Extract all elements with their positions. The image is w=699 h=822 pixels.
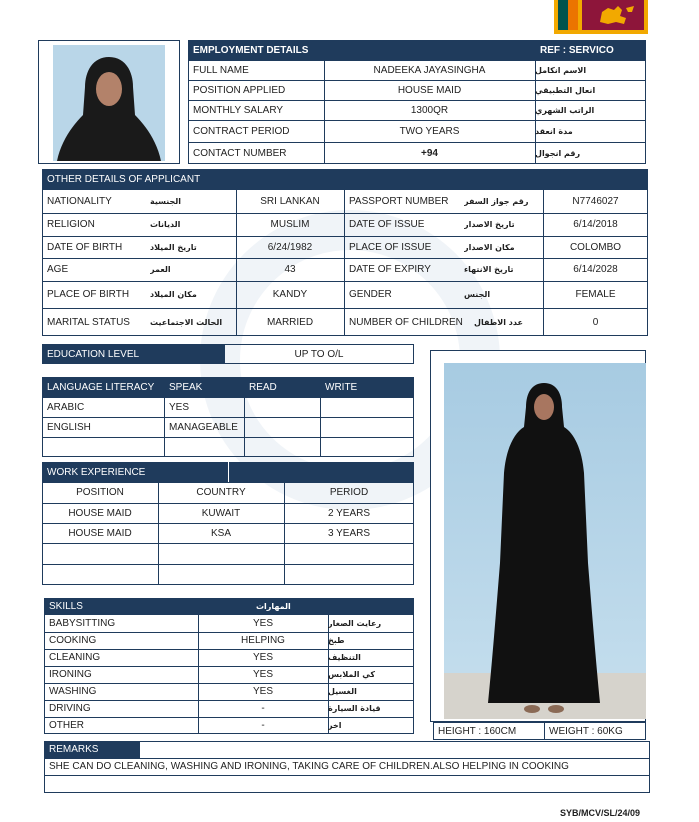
skills-header-arabic: المهارات [256,598,414,614]
gender-arabic: الجنس [464,290,491,299]
passport-number-arabic: رقم جواز السفر [464,196,529,206]
contact-number-arabic: رقم انجوال [535,148,581,158]
skill-value: YES [252,686,273,697]
place-of-birth-label: PLACE OF BIRTH [47,289,130,300]
skill-name: IRONING [49,669,92,680]
language-speak-cell: YES [169,401,190,413]
language-row: ARABIC [47,401,85,413]
date-of-issue-arabic: تاريخ الاصدار [464,220,515,229]
monthly-salary-value: 1300QR [410,104,449,116]
number-of-children-label: NUMBER OF CHILDREN [349,316,463,328]
work-position-cell: HOUSE MAID [68,507,132,519]
number-of-children-value: 0 [592,316,599,328]
work-period-cell: 2 YEARS [327,507,371,519]
marital-status-value: MARRIED [266,316,314,328]
contact-number-value: +94 [421,147,438,159]
skill-value: - [261,720,265,731]
nationality-label: NATIONALITY [47,195,112,207]
skill-arabic: التنظيف [328,653,361,662]
read-header: READ [249,381,277,393]
work-experience-header: WORK EXPERIENCE [42,462,228,482]
work-position-cell: HOUSE MAID [68,527,132,539]
nationality-value: SRI LANKAN [260,195,320,207]
other-details-header: OTHER DETAILS OF APPLICANT [42,169,344,189]
language-row: ENGLISH [47,421,91,433]
gender-value: FEMALE [575,289,616,300]
skill-value: - [261,703,265,714]
height-value: HEIGHT : 160CM [438,725,517,737]
language-literacy-header: LANGUAGE LITERACY [47,381,155,393]
position-applied-value: HOUSE MAID [397,84,462,96]
contract-period-arabic: مدة انعقد [535,126,573,136]
applicant-full-photo [430,350,646,722]
date-of-birth-arabic: تاريخ الميلاد [150,242,197,252]
skill-arabic: كي الملابس [328,670,376,679]
ref-label: REF : SERVICO [535,40,646,60]
marital-status-label: MARITAL STATUS [47,316,130,328]
speak-header: SPEAK [169,381,203,393]
contact-number-label: CONTACT NUMBER [193,147,287,159]
religion-label: RELIGION [47,219,95,230]
skill-value: HELPING [241,635,285,646]
full-name-value: NADEEKA JAYASINGHA [373,64,486,76]
full-name-label: FULL NAME [193,64,249,76]
sri-lanka-flag [554,0,648,34]
work-position-header: POSITION [76,487,124,498]
remarks-text: SHE CAN DO CLEANING, WASHING AND IRONING, TAKING CARE OF CHILDREN.ALSO HELPING IN COOKING [49,761,569,772]
write-header: WRITE [325,381,358,393]
work-period-header: PERIOD [329,487,369,498]
language-speak-cell: MANAGEABLE [169,421,238,433]
date-of-birth-value: 6/24/1982 [267,241,313,253]
work-country-cell: KUWAIT [201,507,241,519]
applicant-face-photo [38,40,180,164]
work-country-cell: KSA [210,527,231,539]
passport-number-value: N7746027 [572,195,619,207]
skill-value: YES [252,617,273,629]
education-level-label: EDUCATION LEVEL [42,344,224,364]
skill-name: WASHING [49,686,97,697]
religion-value: MUSLIM [270,219,310,230]
lion-emblem-icon [582,0,644,30]
passport-number-label: PASSPORT NUMBER [349,195,449,207]
full-name-arabic: الاسم انكامل [535,65,587,75]
skill-name: OTHER [49,720,84,731]
date-of-expiry-value: 6/14/2028 [573,264,618,275]
place-of-birth-arabic: مكان الميلاد [150,290,197,299]
date-of-expiry-arabic: تاريخ الانتهاء [464,265,514,274]
skill-value: YES [252,669,273,680]
position-applied-label: POSITION APPLIED [193,84,286,96]
weight-value: WEIGHT : 60KG [549,725,623,737]
nationality-arabic: الجنسية [150,196,182,206]
skills-header: SKILLS [44,598,256,614]
skill-name: DRIVING [49,703,91,714]
place-of-birth-value: KANDY [272,289,308,300]
contract-period-value: TWO YEARS [399,125,460,137]
skill-name: COOKING [49,635,97,646]
gender-label: GENDER [349,289,392,300]
skill-arabic: طبخ [328,636,345,645]
age-value: 43 [284,264,296,275]
monthly-salary-arabic: الراتب الشهري [535,105,595,115]
skill-arabic: اخر [328,721,342,730]
monthly-salary-label: MONTHLY SALARY [193,104,284,116]
contract-period-label: CONTRACT PERIOD [193,125,290,137]
date-of-expiry-label: DATE OF EXPIRY [349,264,431,275]
skill-name: BABYSITTING [49,617,116,629]
skill-value: YES [252,652,273,663]
number-of-children-arabic: عدد الاطفال [474,317,523,327]
date-of-birth-label: DATE OF BIRTH [47,241,123,253]
age-label: AGE [47,264,69,275]
skill-name: CLEANING [49,652,101,663]
place-of-issue-arabic: مكان الاصدار [464,242,515,252]
skill-arabic: رعايت الصغار [328,618,382,628]
date-of-issue-label: DATE OF ISSUE [349,219,425,230]
work-period-cell: 3 YEARS [327,527,371,539]
work-country-header: COUNTRY [196,487,246,498]
place-of-issue-label: PLACE OF ISSUE [349,241,432,253]
skill-arabic: قيادة السيارة [328,704,381,713]
place-of-issue-value: COLOMBO [569,241,622,253]
skill-arabic: الغسيل [328,687,357,696]
date-of-issue-value: 6/14/2018 [573,219,618,230]
employment-details-header: EMPLOYMENT DETAILS [188,40,535,60]
religion-arabic: الديانات [150,220,181,229]
age-arabic: العمر [150,265,171,274]
education-level-value: UP TO O/L [224,344,414,364]
document-code: SYB/MCV/SL/24/09 [559,808,640,818]
remarks-header: REMARKS [44,741,140,758]
marital-status-arabic: الحالت الاجتماعيت [150,317,223,327]
position-applied-arabic: انعال التطبيقي [535,85,596,95]
